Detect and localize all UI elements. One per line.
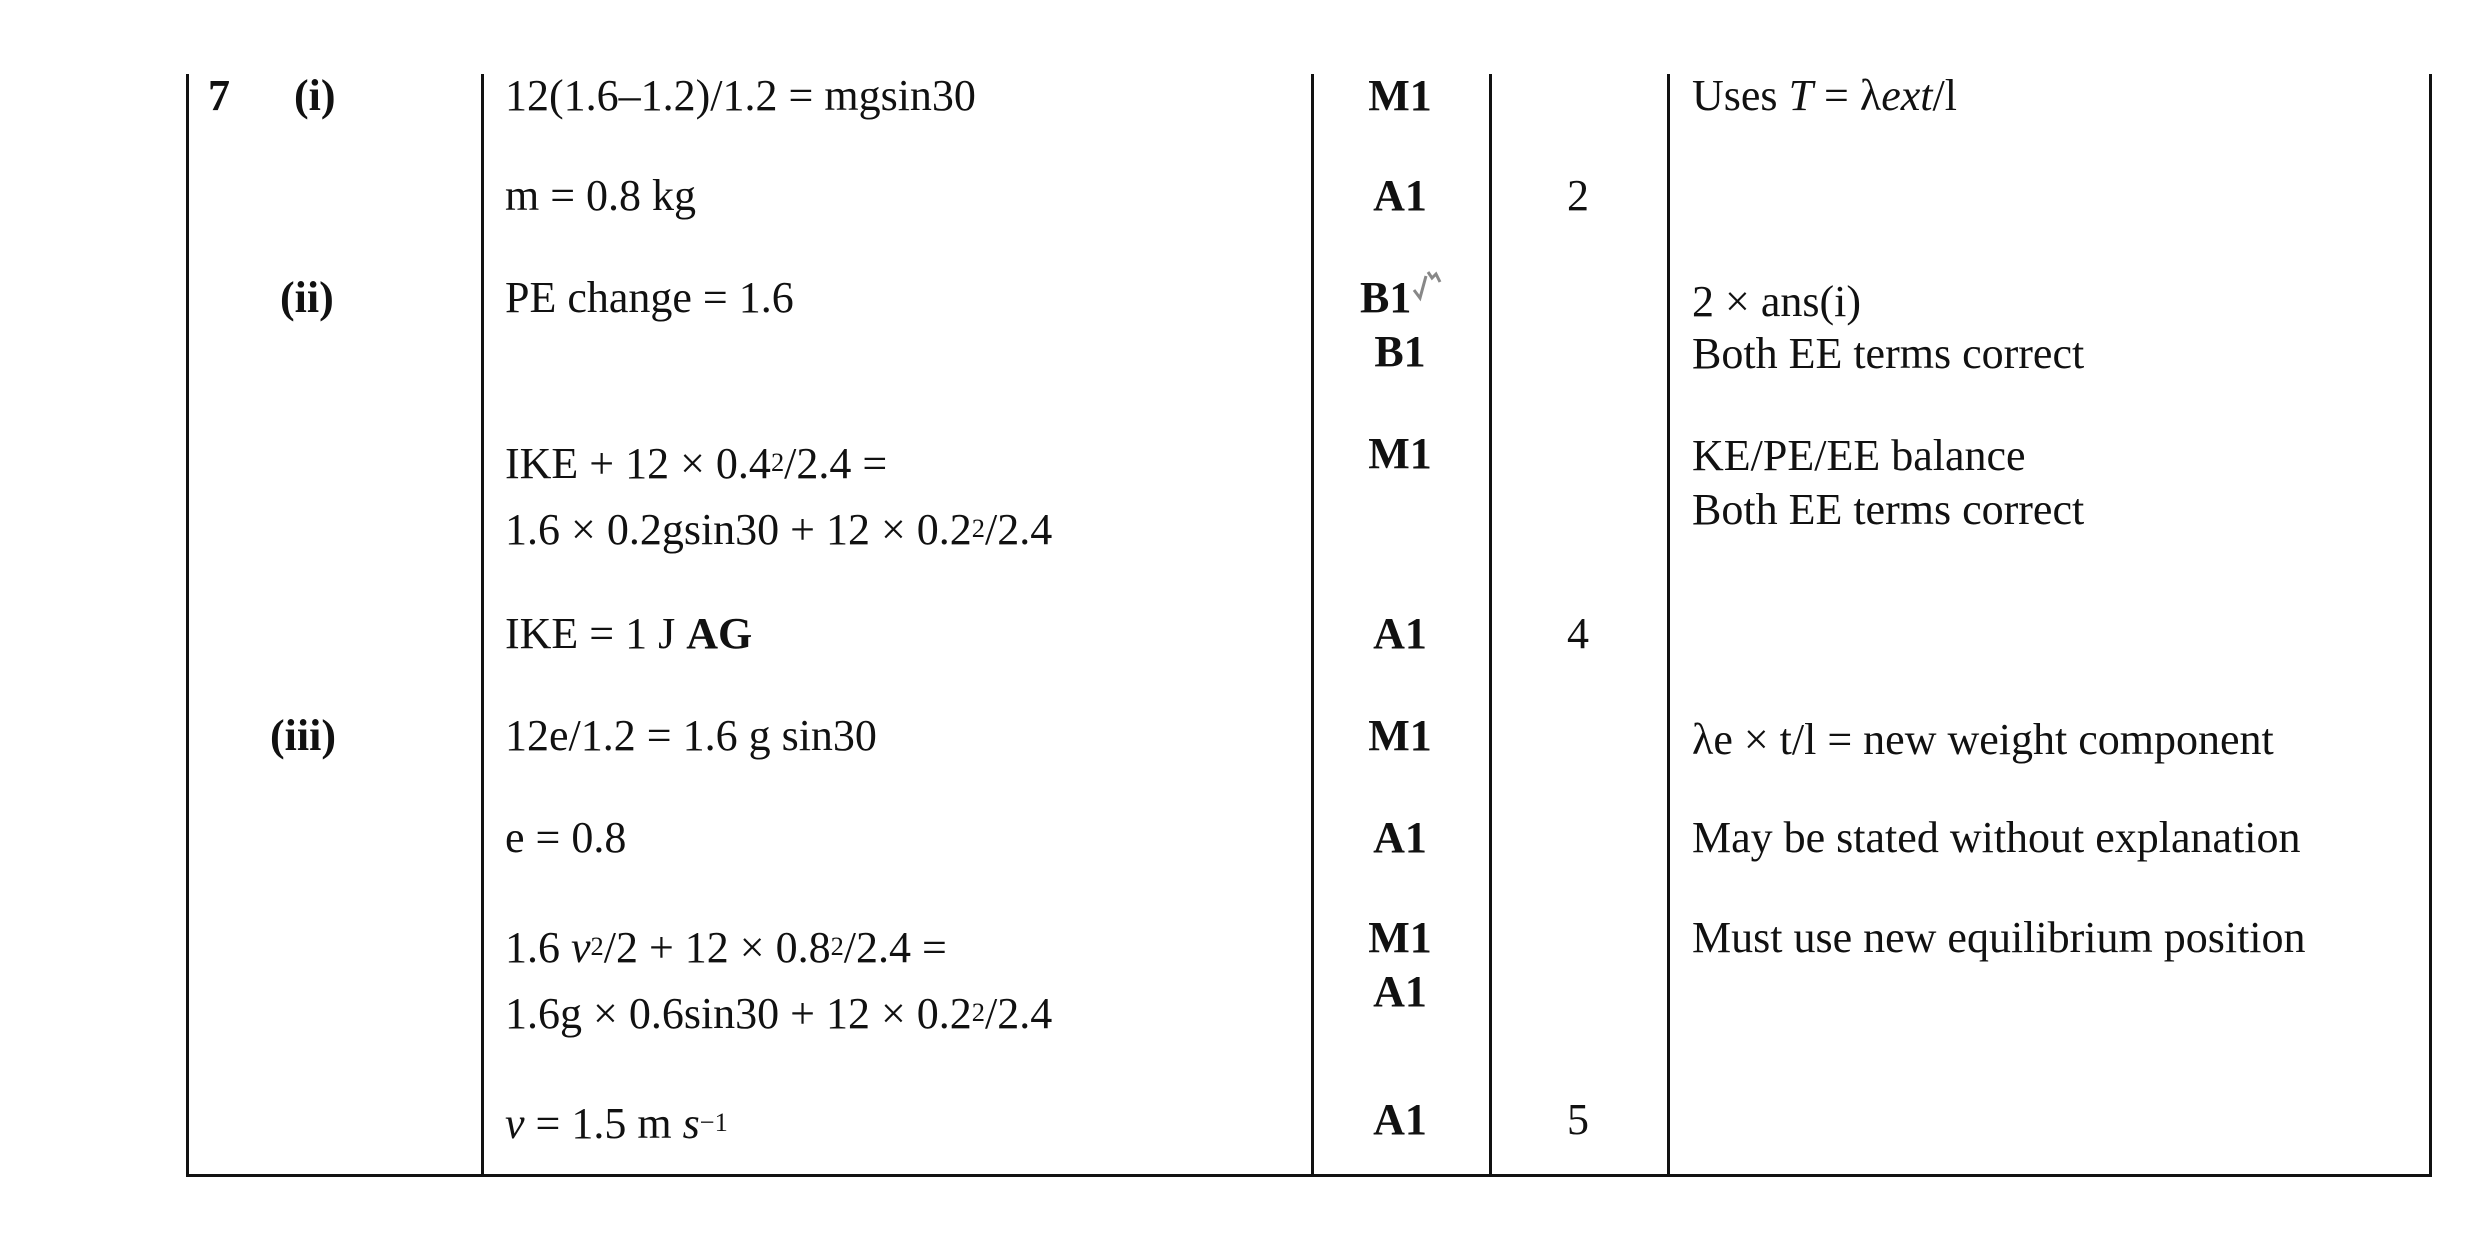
mark-code: M1 (1368, 913, 1432, 962)
mark-total: 5 (1567, 1095, 1589, 1144)
mark-code: A1 (1373, 171, 1427, 220)
part-label-ii: (ii) (280, 273, 334, 322)
part-label-iii: (iii) (270, 711, 336, 760)
working-line: 1.6 $v^2/2 + 12 \times 0.8^2/2.4$ = (505, 923, 947, 972)
working-line: IKE = 1 J AG (505, 609, 753, 658)
working-line: IKE + $12 \times 0.4^2/2.4$ = (505, 439, 888, 488)
mark-code: A1 (1373, 609, 1427, 658)
working-line: 12e/1.2 = 1.6 g sin30 (505, 711, 877, 760)
working-line: PE change = 1.6 (505, 273, 794, 322)
guidance-note: λe × t/l = new weight component (1692, 715, 2274, 764)
mark-total: 2 (1567, 171, 1589, 220)
working-line: $1.6 \times 0.2gsin30 + 12 \times 0.2^2/2.4$ (505, 505, 1053, 554)
guidance-note: Both EE terms correct (1692, 485, 2085, 534)
column-divider-4 (1667, 74, 1670, 1175)
working-line: e = 0.8 (505, 813, 627, 862)
working-line: v = 1.5 m $s^{-1}$ (505, 1099, 728, 1148)
mark-code: A1 (1373, 813, 1427, 862)
guidance-note: May be stated without explanation (1692, 813, 2301, 862)
mark-code: M1 (1368, 71, 1432, 120)
guidance-note: Must use new equilibrium position (1692, 913, 2306, 962)
guidance-note: Uses T = λext/l (1692, 71, 1957, 120)
guidance-note: Both EE terms correct (1692, 329, 2085, 378)
mark-code: A1 (1373, 1095, 1427, 1144)
column-divider-1 (481, 74, 484, 1175)
tick-icon (1412, 268, 1442, 308)
mark-code: M1 (1368, 429, 1432, 478)
mark-code: M1 (1368, 711, 1432, 760)
guidance-note: 2 × ans(i) (1692, 277, 1861, 326)
mark-total: 4 (1567, 609, 1589, 658)
mark-code: A1 (1373, 967, 1427, 1016)
working-line: m = 0.8 kg (505, 171, 697, 220)
part-label-i: (i) (294, 71, 336, 120)
mark-code: B1 (1360, 273, 1412, 322)
guidance-note: KE/PE/EE balance (1692, 431, 2026, 480)
mark-code: B1 (1374, 327, 1426, 376)
working-line: $1.6g \times 0.6\sin 30 + 12 \times 0.2^2/2.4$ (505, 989, 1053, 1038)
working-line: 12(1.6–1.2)/1.2 = mgsin30 (505, 71, 976, 120)
question-number: 7 (208, 71, 230, 120)
